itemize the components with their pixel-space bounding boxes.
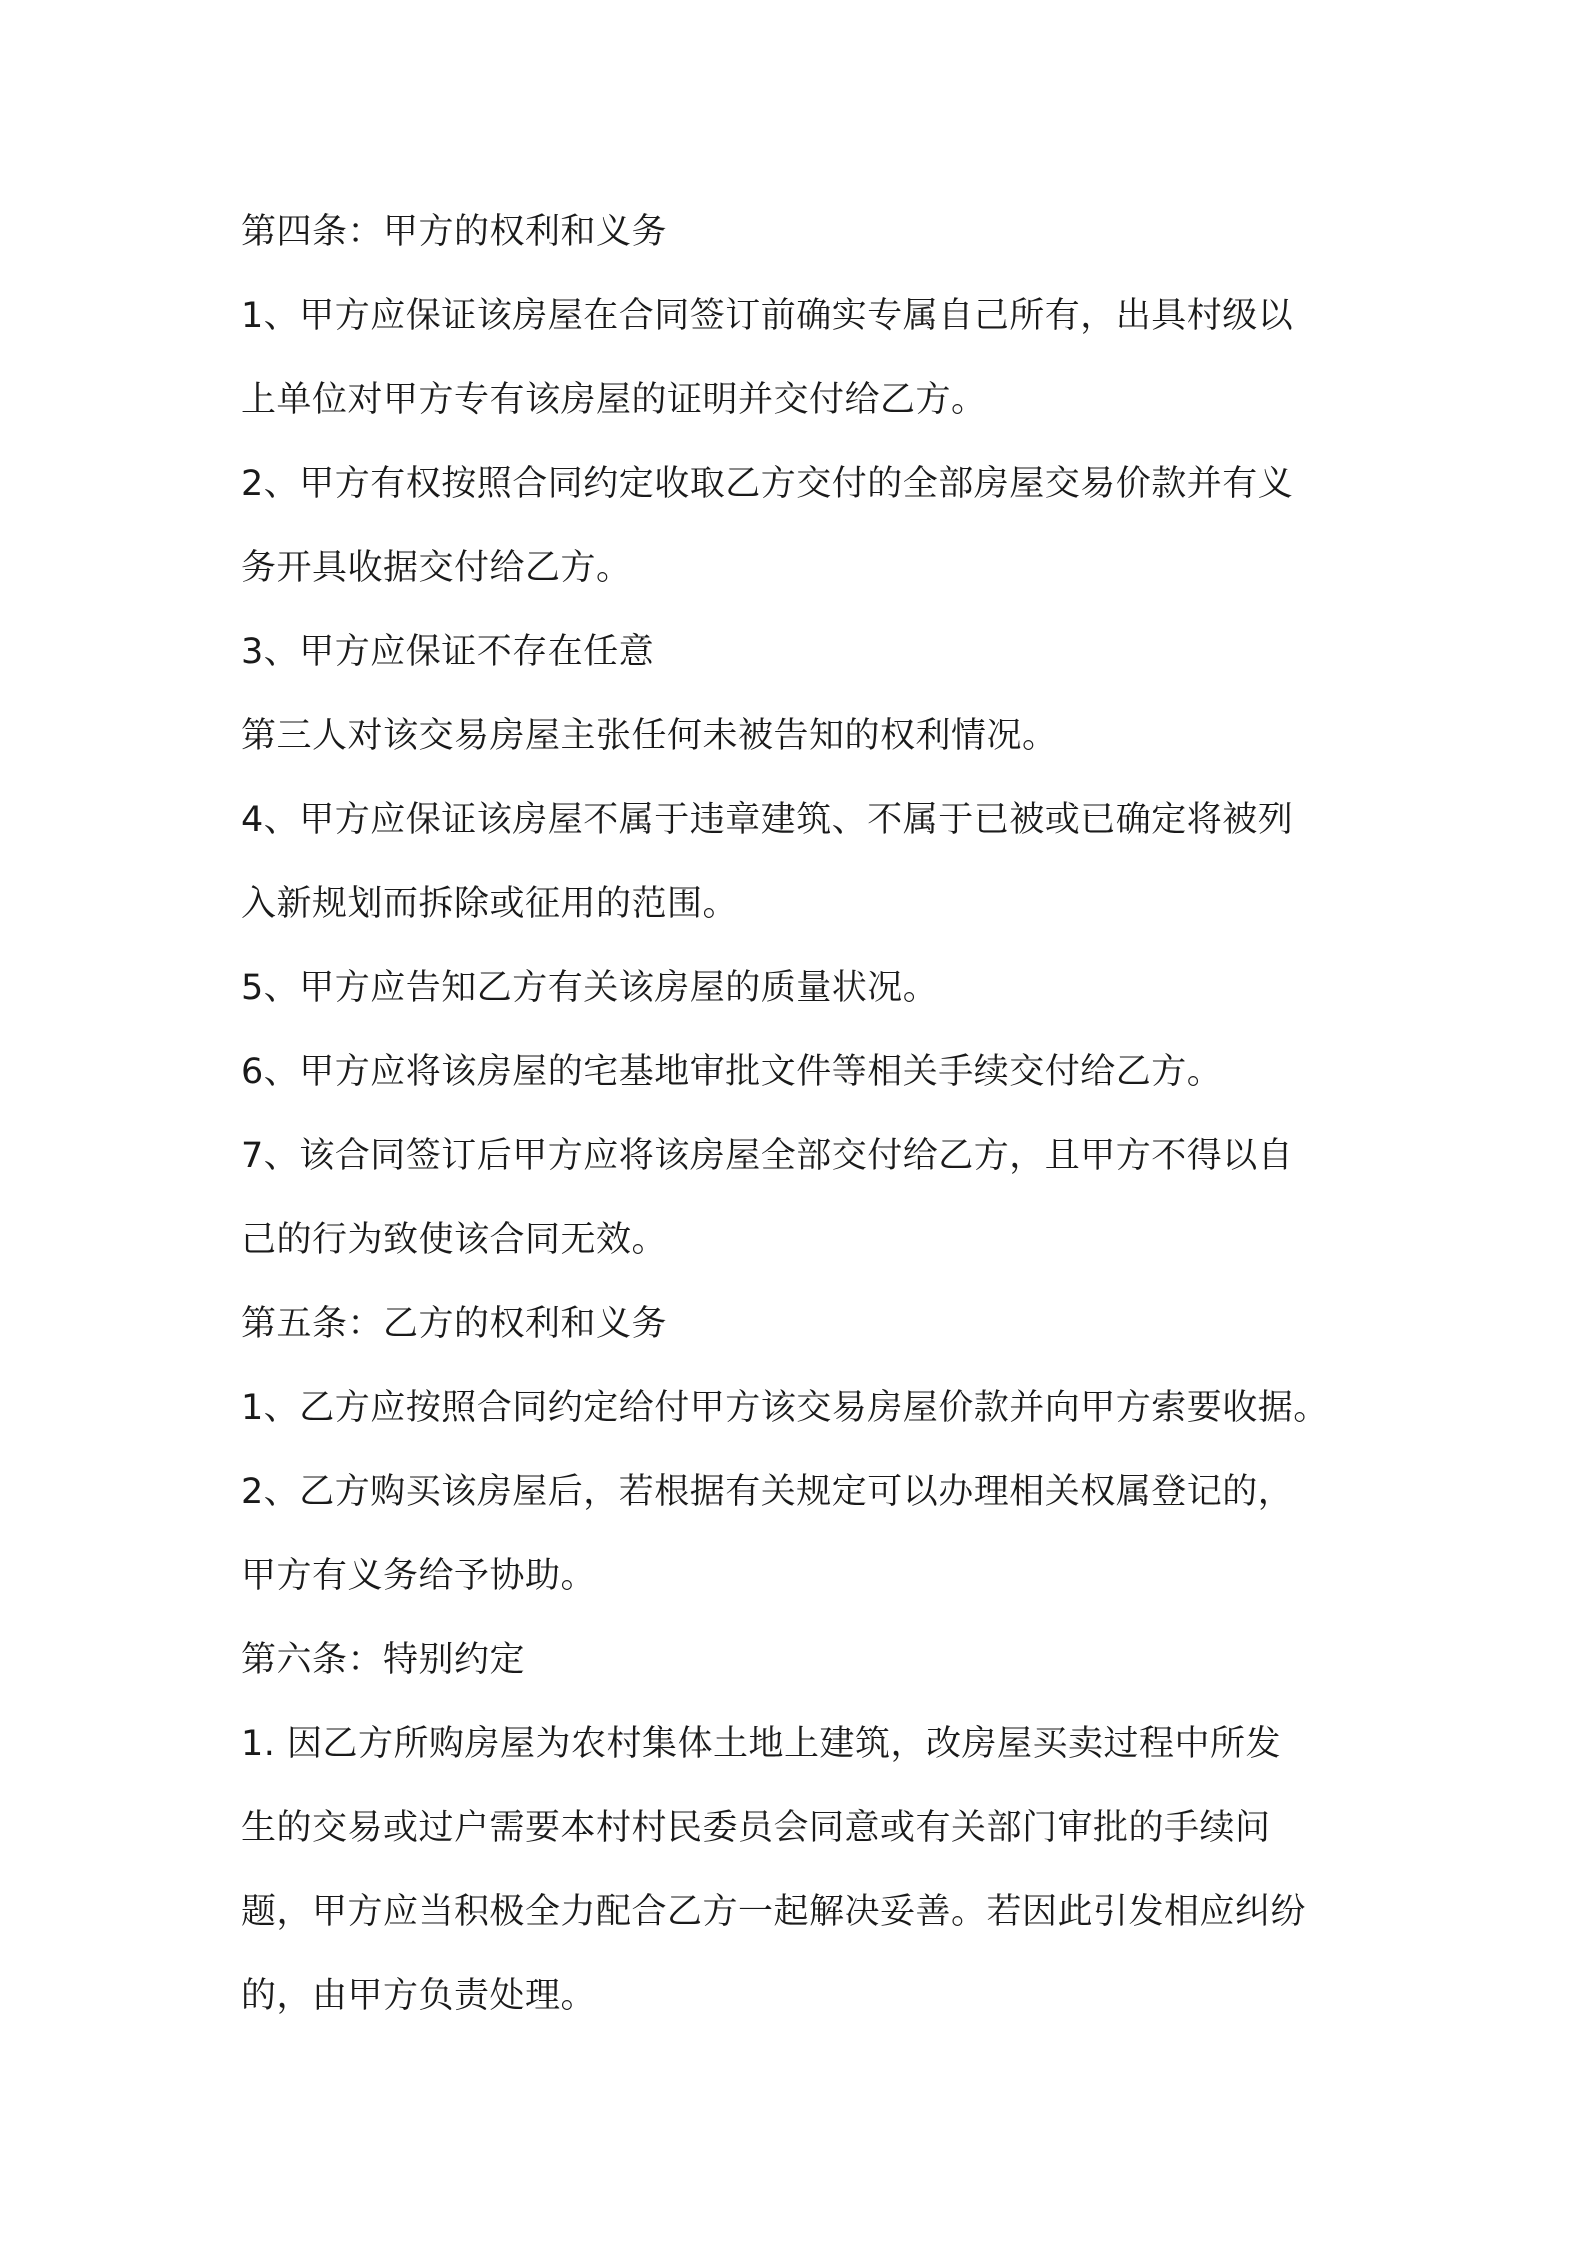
article-6-heading: 第六条：特别约定 [241,1640,526,1680]
article-6-item-1-line-3: 题，甲方应当积极全力配合乙方一起解决妥善。若因此引发相应纠纷 [241,1892,1307,1932]
article-4-item-1-line-2: 上单位对甲方专有该房屋的证明并交付给乙方。 [241,380,987,420]
article-4-item-1-line-1: 1、甲方应保证该房屋在合同签订前确实专属自己所有，出具村级以 [241,296,1294,336]
article-4-item-7-line-2: 己的行为致使该合同无效。 [241,1220,668,1260]
article-4-item-6: 6、甲方应将该房屋的宅基地审批文件等相关手续交付给乙方。 [241,1052,1223,1092]
article-4-item-2-line-2: 务开具收据交付给乙方。 [241,548,632,588]
article-4-item-4-line-2: 入新规划而拆除或征用的范围。 [241,884,739,924]
article-5-item-2-line-2: 甲方有义务给予协助。 [241,1556,597,1596]
article-4-item-4-line-1: 4、甲方应保证该房屋不属于违章建筑、不属于已被或已确定将被列 [241,800,1294,840]
article-5-item-1: 1、乙方应按照合同约定给付甲方该交易房屋价款并向甲方索要收据。 [241,1388,1329,1428]
article-4-item-3-line-1: 3、甲方应保证不存在任意 [241,632,655,672]
article-6-item-1-line-4: 的，由甲方负责处理。 [241,1976,597,2016]
article-4-heading: 第四条：甲方的权利和义务 [241,212,668,252]
article-6-item-1-line-2: 生的交易或过户需要本村村民委员会同意或有关部门审批的手续问 [241,1808,1271,1848]
article-6-item-1-line-1: 1. 因乙方所购房屋为农村集体土地上建筑，改房屋买卖过程中所发 [241,1724,1282,1764]
article-4-item-2-line-1: 2、甲方有权按照合同约定收取乙方交付的全部房屋交易价款并有义 [241,464,1294,504]
article-5-item-2-line-1: 2、乙方购买该房屋后，若根据有关规定可以办理相关权属登记的， [241,1472,1294,1512]
article-5-heading: 第五条：乙方的权利和义务 [241,1304,668,1344]
article-4-item-5: 5、甲方应告知乙方有关该房屋的质量状况。 [241,968,939,1008]
article-4-item-3-line-2: 第三人对该交易房屋主张任何未被告知的权利情况。 [241,716,1058,756]
article-4-item-7-line-1: 7、该合同签订后甲方应将该房屋全部交付给乙方，且甲方不得以自 [241,1136,1294,1176]
